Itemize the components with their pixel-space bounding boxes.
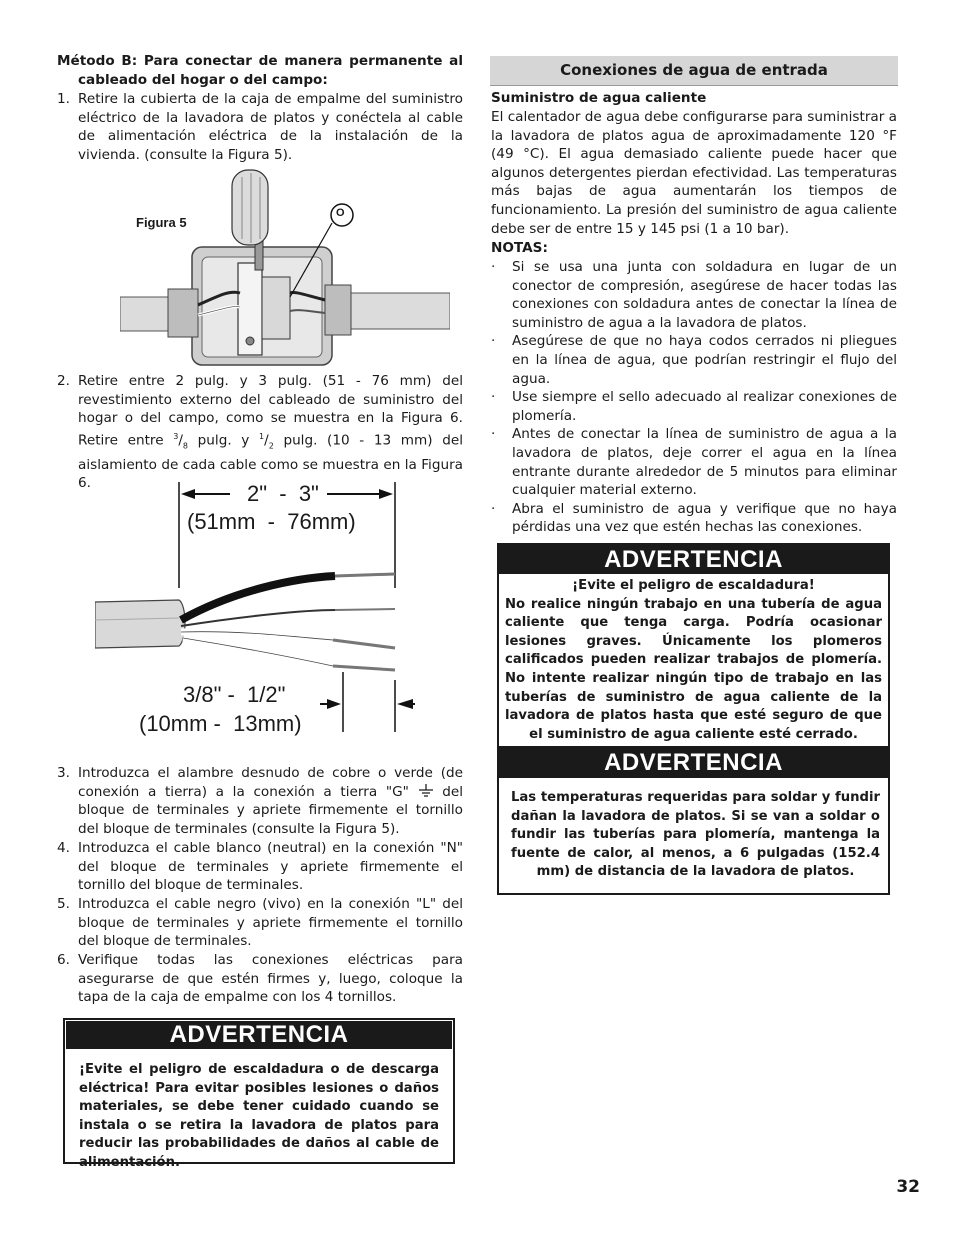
list-item: · Antes de conectar la línea de suministro de agua a la lavadora de platos, deje correr el agua en la línea entrante durante alrededor de 5 minutos para eliminar cualquier material externo.: [491, 426, 897, 499]
step-4: [57, 839, 463, 895]
warning-title: ADVERTENCIA: [66, 1021, 452, 1049]
hot-water-paragraph: El calentador de agua debe configurarse para suministrar a la lavadora de platos agua de aproximadamente 120 °F (49 °C). El agua demasiado caliente puede hacer que algunos detergentes pierdan efectividad. Las temperaturas más bajas de agua aumentarán los tiempos de funcionamiento. La presión del suministro de agua caliente debe ser de entre 15 y 145 psi (1 a 10 bar).: [491, 109, 897, 237]
warning-box-solder: [497, 746, 890, 895]
step-number: 1.: [57, 91, 70, 107]
step-text: Retire la cubierta de la caja de empalme del suministro eléctrico de la lavadora de platos y conéctela al cable de alimentación eléctrica de la instalación de la vivienda. (consulte la Figura 5).: [78, 91, 463, 163]
dimension-inner-label: [139, 680, 329, 738]
notes-list: [491, 258, 897, 537]
step-number: 3.: [57, 765, 70, 781]
figure-5-label: Figura 5: [136, 215, 187, 230]
page-number: 32: [896, 1177, 920, 1197]
step-number: 5.: [57, 896, 70, 912]
warning-box-electrical: [63, 1018, 455, 1170]
junction-box-illustration: [120, 165, 450, 370]
warning-box-scald: [497, 543, 890, 748]
figure-6: [95, 470, 425, 745]
step-3: [57, 764, 463, 838]
step-number: 4.: [57, 840, 70, 856]
hot-water-heading: Suministro de agua caliente: [491, 90, 707, 106]
step-text: Introduzca el cable blanco (neutral) en la conexión "N" del bloque de terminales y apriete firmemente el tornillo del bloque de terminales.: [78, 840, 463, 894]
step-text: Retire entre 2 pulg. y 3 pulg. (51 - 76 mm) del revestimiento externo del cableado de suministro del hogar o del campo, como se muestra en la Figura 6. Retire entre $^3/_8$ pulg. y $^1/_2$ pulg. (10 - 13 mm) del aislamiento de cada cable como se muestra en la Figura 6.: [78, 373, 464, 492]
step-number: 2.: [57, 373, 70, 389]
step-number: 6.: [57, 952, 70, 968]
list-item: · Asegúrese de que no haya codos cerrados ni pliegues en la línea de agua, que podrían restringir el flujo del agua.: [491, 333, 897, 387]
warning-title: ADVERTENCIA: [499, 748, 888, 778]
figure-5: [120, 165, 450, 370]
warning-text: No realice ningún trabajo en una tubería de agua caliente que tenga carga. Podría ocasionar lesiones graves. Únicamente los plomeros calificados pueden realizar trabajos de plomería. No intente realizar ningún tipo de trabajo en las tuberías de suministro de agua caliente de la lavadora de platos hasta que esté seguro de que el suministro de agua caliente esté cerrado.: [505, 596, 882, 742]
dimension-outer-inches: 2" - 3": [247, 481, 319, 506]
method-b-heading: Método B: Para conectar de manera permanente al cableado del hogar o del campo:: [57, 53, 463, 88]
list-item: · Abra el suministro de agua y verifique que no haya pérdidas una vez que estén hechas las conexiones.: [491, 500, 897, 536]
dimension-outer-mm: (51mm - 76mm): [187, 509, 356, 534]
warning-title: ADVERTENCIA: [499, 545, 888, 574]
step-5: [57, 895, 463, 951]
step-text: Verifique todas las conexiones eléctricas para asegurarse de que estén firmes y, luego, coloque la tapa de la caja de empalme con los 4 tornillos.: [78, 952, 463, 1006]
ground-symbol-icon: [418, 784, 434, 798]
section-title-bar: Conexiones de agua de entrada: [490, 56, 898, 86]
notes-heading: NOTAS:: [491, 240, 548, 256]
dimension-inner-inches: 3/8" - 1/2": [183, 682, 286, 707]
step-1: [57, 90, 463, 164]
step-text: Introduzca el alambre desnudo de cobre o verde (de conexión a tierra) a la conexión a tierra "G" del bloque de terminales y apriete firmemente el tornillo del bloque de terminales (consulte la Figura 5).: [78, 765, 463, 837]
step-6: [57, 951, 463, 1007]
warning-subtitle: ¡Evite el peligro de escaldadura!: [572, 578, 815, 593]
list-item: · Use siempre el sello adecuado al realizar conexiones de plomería.: [491, 389, 897, 424]
step-text: Introduzca el cable negro (vivo) en la conexión "L" del bloque de terminales y apriete firmemente el tornillo del bloque de terminales.: [78, 896, 463, 950]
dimension-outer-label: [187, 480, 387, 536]
dimension-inner-mm: (10mm - 13mm): [139, 711, 302, 736]
warning-text: Las temperaturas requeridas para soldar y fundir dañan la lavadora de platos. Si se van a soldar o fundir las tuberías para plomería, mantenga la fuente de calor, al menos, a 6 pulgadas (152.4 mm) de distancia de la lavadora de platos.: [511, 790, 880, 880]
figure-5-marker: O: [336, 207, 345, 219]
warning-text: ¡Evite el peligro de escaldadura o de descarga eléctrica! Para evitar posibles lesiones o daños materiales, se debe tener cuidado cuando se instala o se retira la lavadora de platos para reducir las probabilidades de daños al cable de alimentación.: [79, 1062, 439, 1170]
list-item: · Si se usa una junta con soldadura en lugar de un conector de compresión, asegúrese de hacer todas las conexiones con soldadura antes de conectar la línea de suministro de agua a la lavadora de platos.: [491, 259, 897, 331]
